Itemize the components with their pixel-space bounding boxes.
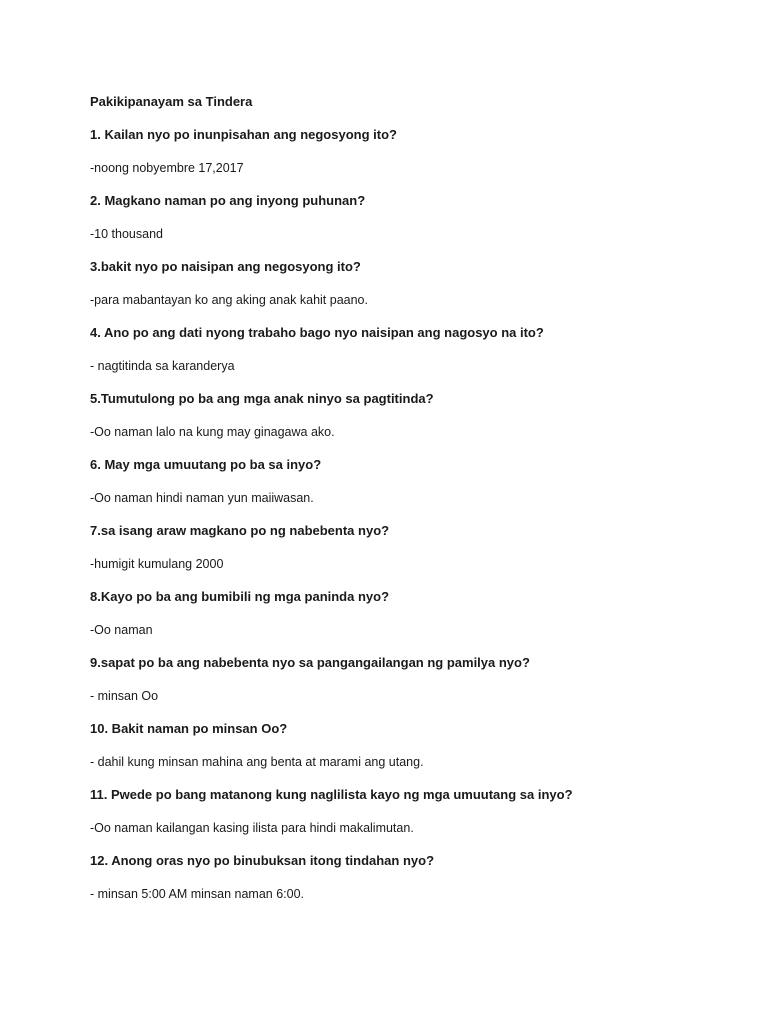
answer-10: - dahil kung minsan mahina ang benta at marami ang utang. xyxy=(90,755,424,769)
document-body xyxy=(90,93,730,918)
answer-8: -Oo naman xyxy=(90,623,153,637)
qa-item-7 xyxy=(90,522,730,588)
answer-9: - minsan Oo xyxy=(90,689,159,703)
answer-12: - minsan 5:00 AM minsan naman 6:00. xyxy=(90,887,305,901)
qa-item-3 xyxy=(90,258,730,324)
qa-item-12 xyxy=(90,852,730,918)
question-8: 8.Kayo po ba ang bumibili ng mga paninda nyo? xyxy=(90,589,390,604)
question-1: 1. Kailan nyo po inunpisahan ang negosyong ito? xyxy=(90,127,397,142)
document-title: Pakikipanayam sa Tindera xyxy=(90,94,253,109)
answer-2: -10 thousand xyxy=(90,227,163,241)
question-2: 2. Magkano naman po ang inyong puhunan? xyxy=(90,193,366,208)
question-11: 11. Pwede po bang matanong kung naglilista kayo ng mga umuutang sa inyo? xyxy=(90,787,573,802)
question-6: 6. May mga umuutang po ba sa inyo? xyxy=(90,457,322,472)
qa-item-1 xyxy=(90,126,730,192)
question-12: 12. Anong oras nyo po binubuksan itong tindahan nyo? xyxy=(90,853,435,868)
question-10: 10. Bakit naman po minsan Oo? xyxy=(90,721,288,736)
qa-item-8 xyxy=(90,588,730,654)
qa-item-5 xyxy=(90,390,730,456)
qa-item-2 xyxy=(90,192,730,258)
question-4: 4. Ano po ang dati nyong trabaho bago nyo naisipan ang nagosyo na ito? xyxy=(90,325,544,340)
question-7: 7.sa isang araw magkano po ng nabebenta nyo? xyxy=(90,523,390,538)
question-5: 5.Tumutulong po ba ang mga anak ninyo sa pagtitinda? xyxy=(90,391,434,406)
answer-5: -Oo naman lalo na kung may ginagawa ako. xyxy=(90,425,335,439)
answer-4: - nagtitinda sa karanderya xyxy=(90,359,235,373)
qa-item-9 xyxy=(90,654,730,720)
answer-6: -Oo naman hindi naman yun maiiwasan. xyxy=(90,491,314,505)
qa-item-10 xyxy=(90,720,730,786)
qa-item-6 xyxy=(90,456,730,522)
question-3: 3.bakit nyo po naisipan ang negosyong ito? xyxy=(90,259,361,274)
question-9: 9.sapat po ba ang nabebenta nyo sa pangangailangan ng pamilya nyo? xyxy=(90,655,530,670)
qa-item-11 xyxy=(90,786,730,852)
answer-3: -para mabantayan ko ang aking anak kahit paano. xyxy=(90,293,368,307)
qa-item-4 xyxy=(90,324,730,390)
answer-7: -humigit kumulang 2000 xyxy=(90,557,224,571)
answer-1: -noong nobyembre 17,2017 xyxy=(90,161,244,175)
answer-11: -Oo naman kailangan kasing ilista para hindi makalimutan. xyxy=(90,821,414,835)
